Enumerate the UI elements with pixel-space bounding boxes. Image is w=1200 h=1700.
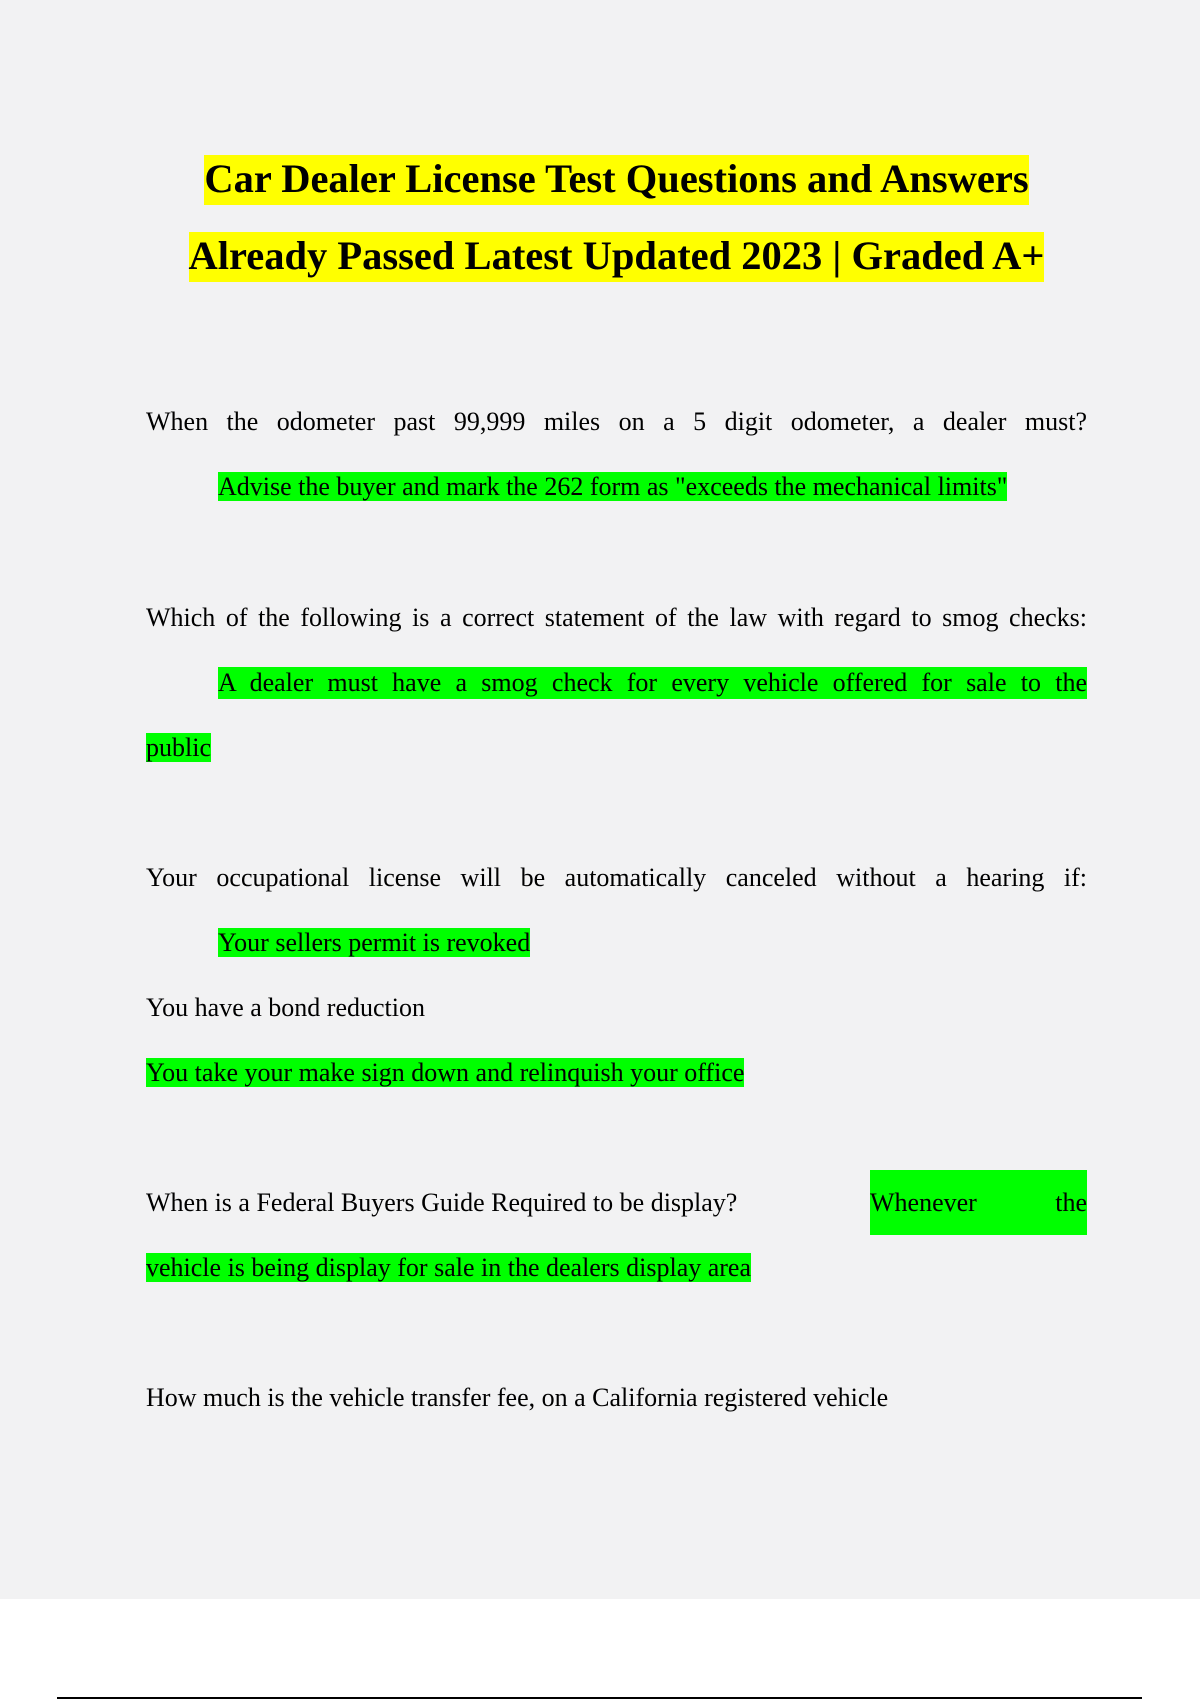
footer-rule [57,1697,1142,1699]
option-3-3: You take your make sign down and relinquish your office [146,1058,745,1087]
title-line-2: Already Passed Latest Updated 2023 | Graded A+ [189,232,1045,282]
question-3: Your occupational license will be automatically canceled without a hearing if: [146,863,1087,892]
answer-4-start [870,1170,1087,1235]
answer-2-line-1: A dealer must have a smog check for every vehicle offered for sale to the [146,650,1087,715]
question-1: When the odometer past 99,999 miles on a 5 digit odometer, a dealer must? [146,407,1087,436]
qa-block-4 [146,1170,1087,1300]
question-2: Which of the following is a correct statement of the law with regard to smog checks: [146,603,1087,632]
option-3-2: You have a bond reduction [146,993,425,1022]
answer-4-word-1: Whenever [870,1188,977,1217]
question-4: When is a Federal Buyers Guide Required to be display? [146,1188,738,1217]
option-3-1: Your sellers permit is revoked [218,928,531,957]
question-5: How much is the vehicle transfer fee, on a California registered vehicle [146,1383,889,1412]
answer-1-line [146,454,1087,519]
qa-block-3 [146,845,1087,1105]
title-line-1: Car Dealer License Test Questions and Answers [204,155,1028,205]
option-3-1-line [146,910,1087,975]
document-title [146,140,1087,294]
option-3-3-line [146,1040,1087,1105]
question-4-line [146,1170,1087,1235]
answer-4-line-2-wrap [146,1235,1087,1300]
document-content [146,140,1087,1412]
qa-block-2 [146,585,1087,780]
qa-block-1 [146,389,1087,519]
answer-2-line-2: public [146,733,211,762]
answer-4-line-2: vehicle is being display for sale in the dealers display area [146,1253,752,1282]
answer-2-line-2-wrap [146,715,1087,780]
answer-4-word-2: the [1055,1188,1087,1217]
answer-1: Advise the buyer and mark the 262 form as "exceeds the mechanical limits" [218,472,1008,501]
qa-block-5 [146,1365,1087,1430]
